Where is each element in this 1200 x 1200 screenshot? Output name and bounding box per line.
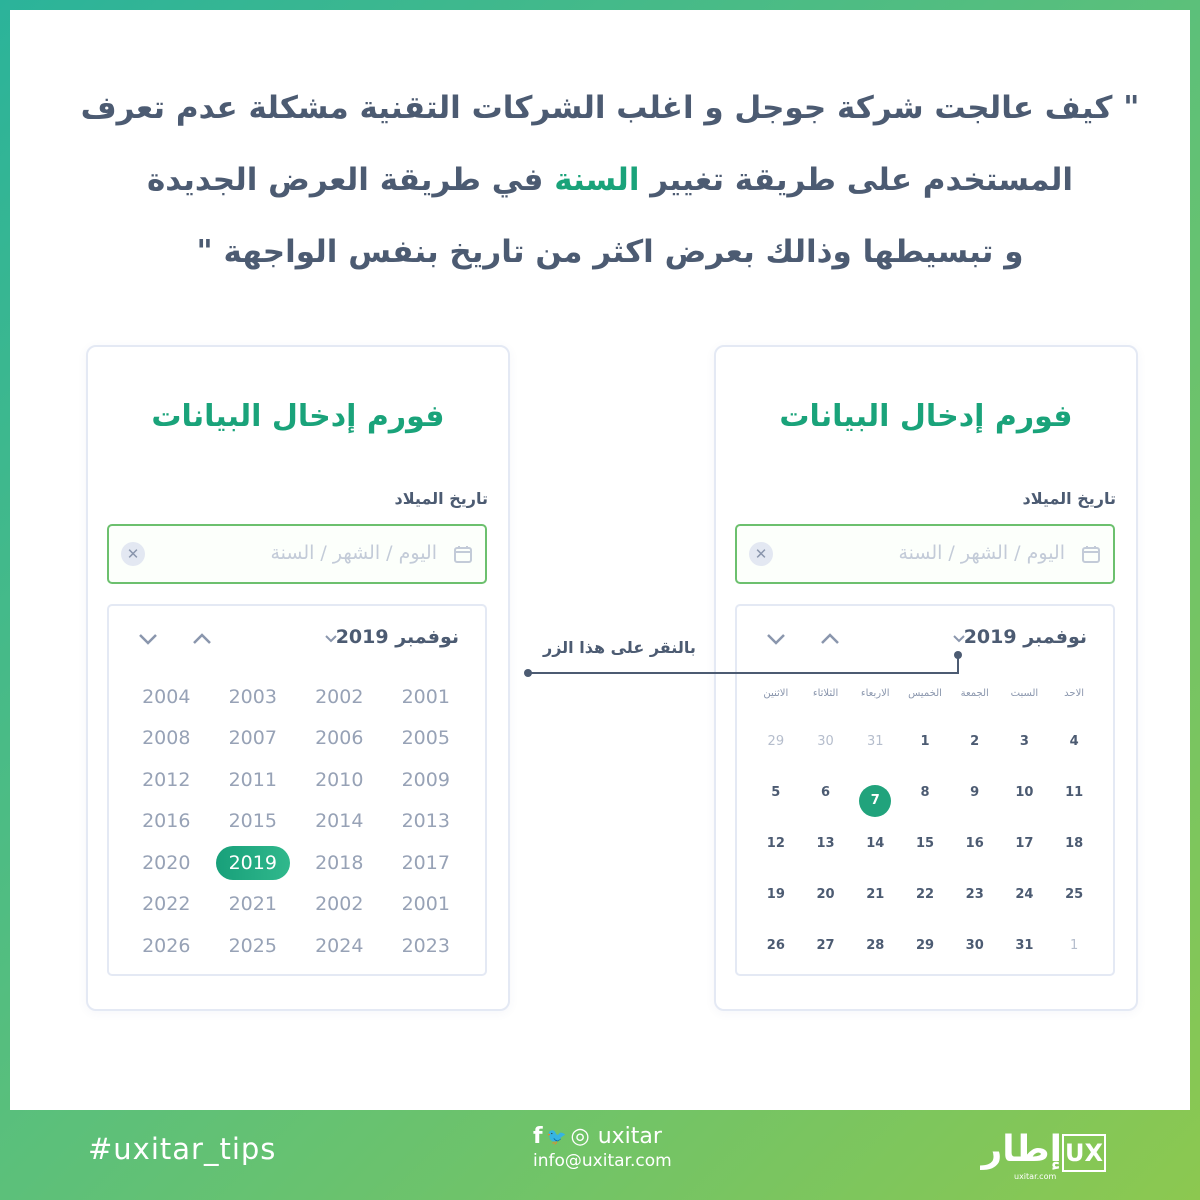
year-row: [123, 884, 469, 926]
hashtag: #uxitar_tips: [88, 1132, 277, 1166]
day-option[interactable]: [751, 938, 801, 953]
birthdate-input[interactable]: [735, 524, 1115, 584]
headline-line-1: " كيف عالجت شركة جوجل و اغلب الشركات التقنية مشكلة عدم تعرف: [80, 90, 1140, 126]
connector-label: بالنقر على هذا الزر: [543, 638, 696, 657]
day-value: 1: [1070, 938, 1079, 953]
birthdate-placeholder: اليوم / الشهر / السنة: [270, 542, 437, 564]
year-value: 2010: [315, 768, 364, 791]
year-value: 2009: [401, 768, 450, 791]
year-option[interactable]: [123, 686, 210, 708]
day-option[interactable]: [1049, 785, 1099, 817]
year-row: [123, 925, 469, 967]
day-option[interactable]: [950, 734, 1000, 749]
year-option[interactable]: [123, 769, 210, 791]
brand-ux-mark: UX: [1062, 1134, 1106, 1172]
day-value: 11: [1065, 785, 1084, 800]
year-option[interactable]: [296, 727, 383, 749]
day-value: 29: [915, 938, 935, 953]
brand-logo: [970, 1129, 1120, 1186]
day-value: 6: [821, 785, 831, 800]
weekday-label: الجمعة: [960, 688, 989, 699]
brand-site: uxitar.com: [1014, 1172, 1057, 1181]
day-option[interactable]: [1049, 938, 1099, 953]
week-row: [751, 836, 1099, 851]
day-value: 3: [1019, 734, 1029, 749]
calendar-icon: [453, 544, 473, 564]
day-value: 5: [771, 785, 781, 800]
year-option[interactable]: [383, 810, 470, 832]
year-value: 2026: [142, 934, 191, 957]
day-option[interactable]: [1000, 836, 1050, 851]
day-value: 25: [1065, 887, 1084, 902]
day-value: 30: [817, 734, 834, 749]
year-option[interactable]: [210, 769, 297, 791]
instagram-icon[interactable]: ◎: [570, 1123, 590, 1149]
year-value: 2017: [401, 851, 450, 874]
day-option[interactable]: [801, 887, 851, 902]
birthdate-input[interactable]: [107, 524, 487, 584]
year-option[interactable]: [383, 893, 470, 915]
year-value: 2006: [315, 727, 364, 750]
day-option[interactable]: [801, 938, 851, 953]
year-value: 2002: [315, 893, 364, 916]
birthdate-label: تاريخ الميلاد: [394, 489, 488, 508]
headline-line-3: و تبسيطها وذالك بعرض اكثر من تاريخ بنفس الواجهة ": [196, 234, 1024, 270]
year-value: 2013: [401, 810, 450, 833]
weekday-label: السبت: [1010, 688, 1039, 699]
day-value: 29: [767, 734, 785, 749]
year-option[interactable]: [296, 852, 383, 874]
year-value: 2024: [315, 934, 364, 957]
week-row: [751, 734, 1099, 749]
year-value: 2011: [228, 768, 277, 791]
year-value: 2003: [228, 685, 277, 708]
month-year-toggle[interactable]: نوفمبر 2019: [335, 626, 459, 648]
headline-line-2: [70, 144, 1150, 216]
chevron-up-icon[interactable]: [819, 632, 841, 646]
year-value: 2005: [401, 727, 450, 750]
headline-line-2-end: في طريقة العرض الجديدة: [147, 162, 555, 198]
year-option[interactable]: [123, 893, 210, 915]
chevron-down-icon[interactable]: [952, 634, 966, 643]
year-option[interactable]: [210, 893, 297, 915]
day-option[interactable]: [801, 734, 851, 749]
day-value: 27: [816, 938, 835, 953]
year-option[interactable]: [210, 727, 297, 749]
card-title: فورم إدخال البيانات: [779, 399, 1073, 434]
years-grid: [123, 676, 469, 967]
weekday-label: الاربعاء: [860, 688, 890, 699]
year-value: 2007: [228, 727, 277, 750]
day-value: 2: [970, 734, 980, 749]
day-value: 31: [866, 734, 884, 749]
day-option[interactable]: [1049, 734, 1099, 749]
weekday-label: الخميس: [908, 688, 942, 699]
birthdate-placeholder: اليوم / الشهر / السنة: [898, 542, 1065, 564]
facebook-icon[interactable]: f: [533, 1123, 543, 1149]
day-value: 28: [866, 938, 885, 953]
day-value: 15: [915, 836, 935, 851]
weekday-label: الاحد: [1064, 688, 1085, 699]
day-value: 10: [1015, 785, 1034, 800]
year-option[interactable]: [383, 769, 470, 791]
weekday-label: الثلاثاء: [812, 688, 839, 699]
day-option[interactable]: [850, 734, 900, 749]
day-option[interactable]: [900, 836, 950, 851]
year-value: 2019: [216, 846, 290, 880]
week-row: [751, 887, 1099, 902]
year-row: [123, 759, 469, 801]
day-value: 17: [1015, 836, 1034, 851]
day-option[interactable]: [751, 887, 801, 902]
year-value: 2020: [142, 851, 191, 874]
day-option[interactable]: [950, 938, 1000, 953]
day-option[interactable]: [801, 785, 851, 817]
day-option[interactable]: [950, 785, 1000, 817]
year-value: 2021: [228, 893, 277, 916]
year-option[interactable]: [296, 810, 383, 832]
year-value: 2014: [315, 810, 364, 833]
day-value: 31: [1015, 938, 1034, 953]
year-value: 2001: [401, 893, 450, 916]
social-links: [533, 1124, 672, 1171]
card-title: فورم إدخال البيانات: [151, 399, 445, 434]
day-option[interactable]: [751, 734, 801, 749]
day-option[interactable]: [1000, 938, 1050, 953]
year-value: 2022: [142, 893, 191, 916]
day-value: 20: [816, 887, 835, 902]
day-value: 8: [920, 785, 930, 800]
day-value: 18: [1065, 836, 1084, 851]
twitter-icon[interactable]: 🐦: [546, 1126, 567, 1146]
year-picker: [107, 604, 487, 976]
month-year-toggle[interactable]: نوفمبر 2019: [963, 626, 1087, 648]
year-option[interactable]: [123, 852, 210, 874]
day-value: 7: [859, 785, 891, 817]
day-option[interactable]: [950, 887, 1000, 902]
year-value: 2023: [401, 934, 450, 957]
day-option[interactable]: [900, 734, 950, 749]
weekday-header: [751, 688, 1099, 699]
day-value: 26: [766, 938, 785, 953]
day-option[interactable]: [751, 785, 801, 817]
clear-icon[interactable]: ✕: [749, 542, 773, 566]
year-option[interactable]: [123, 727, 210, 749]
year-value: 2025: [228, 934, 277, 957]
day-value: 16: [965, 836, 984, 851]
year-value: 2008: [142, 727, 191, 750]
day-value: 23: [965, 887, 984, 902]
year-option[interactable]: [383, 727, 470, 749]
year-row: [123, 676, 469, 718]
birthdate-label: تاريخ الميلاد: [1022, 489, 1116, 508]
year-option[interactable]: [210, 810, 297, 832]
day-option[interactable]: [850, 887, 900, 902]
year-option[interactable]: [210, 686, 297, 708]
year-value: 2004: [142, 685, 191, 708]
year-value: 2012: [142, 768, 191, 791]
year-option[interactable]: [296, 893, 383, 915]
connector-line: [520, 645, 970, 685]
year-option[interactable]: [383, 935, 470, 957]
day-option[interactable]: [900, 785, 950, 817]
clear-icon[interactable]: ✕: [121, 542, 145, 566]
year-option[interactable]: [296, 686, 383, 708]
day-value: 14: [866, 836, 885, 851]
day-option[interactable]: [1049, 887, 1099, 902]
year-value: 2018: [315, 851, 364, 874]
year-value: 2015: [228, 810, 277, 833]
headline-line-2-start: المستخدم على طريقة تغيير: [639, 162, 1073, 198]
year-value: 2002: [315, 685, 364, 708]
year-row: [123, 801, 469, 843]
social-handle[interactable]: uxitar: [597, 1124, 662, 1149]
headline-accent-word: السنة: [554, 162, 640, 198]
day-value: 12: [766, 836, 785, 851]
week-row: [751, 938, 1099, 953]
year-option[interactable]: [296, 769, 383, 791]
calendar-icon: [1081, 544, 1101, 564]
day-option[interactable]: [1000, 887, 1050, 902]
year-row: [123, 718, 469, 760]
day-value: 21: [866, 887, 885, 902]
year-option[interactable]: [383, 852, 470, 874]
year-option[interactable]: [210, 935, 297, 957]
chevron-down-icon[interactable]: [765, 632, 787, 646]
day-option[interactable]: [850, 938, 900, 953]
chevron-down-icon[interactable]: [324, 634, 338, 643]
day-option[interactable]: [900, 887, 950, 902]
day-option[interactable]: [751, 836, 801, 851]
week-row: [751, 785, 1099, 817]
day-option[interactable]: [801, 836, 851, 851]
day-value: 1: [920, 734, 930, 749]
brand-arabic-name: إطار: [981, 1129, 1062, 1170]
day-value: 4: [1069, 734, 1079, 749]
year-option-selected[interactable]: [210, 846, 297, 880]
year-value: 2001: [401, 685, 450, 708]
day-value: 22: [915, 887, 935, 902]
day-value: 13: [816, 836, 835, 851]
headline: [70, 72, 1150, 288]
year-option[interactable]: [383, 686, 470, 708]
day-option[interactable]: [1049, 836, 1099, 851]
day-option[interactable]: [950, 836, 1000, 851]
day-value: 30: [965, 938, 984, 953]
year-option[interactable]: [296, 935, 383, 957]
contact-email[interactable]: info@uxitar.com: [533, 1151, 672, 1171]
day-option[interactable]: [1000, 785, 1050, 817]
day-value: 19: [766, 887, 785, 902]
day-option[interactable]: [850, 836, 900, 851]
year-option[interactable]: [123, 935, 210, 957]
year-option[interactable]: [123, 810, 210, 832]
day-value: 24: [1015, 887, 1034, 902]
year-picker-card: [86, 345, 510, 1011]
day-option-selected[interactable]: [850, 785, 900, 817]
day-option[interactable]: [900, 938, 950, 953]
day-value: 9: [970, 785, 980, 800]
year-row: [123, 842, 469, 884]
chevron-up-icon[interactable]: [191, 632, 213, 646]
year-value: 2016: [142, 810, 191, 833]
weekday-label: الاثنين: [763, 688, 789, 699]
day-option[interactable]: [1000, 734, 1050, 749]
footer: [0, 1110, 1200, 1200]
chevron-down-icon[interactable]: [137, 632, 159, 646]
